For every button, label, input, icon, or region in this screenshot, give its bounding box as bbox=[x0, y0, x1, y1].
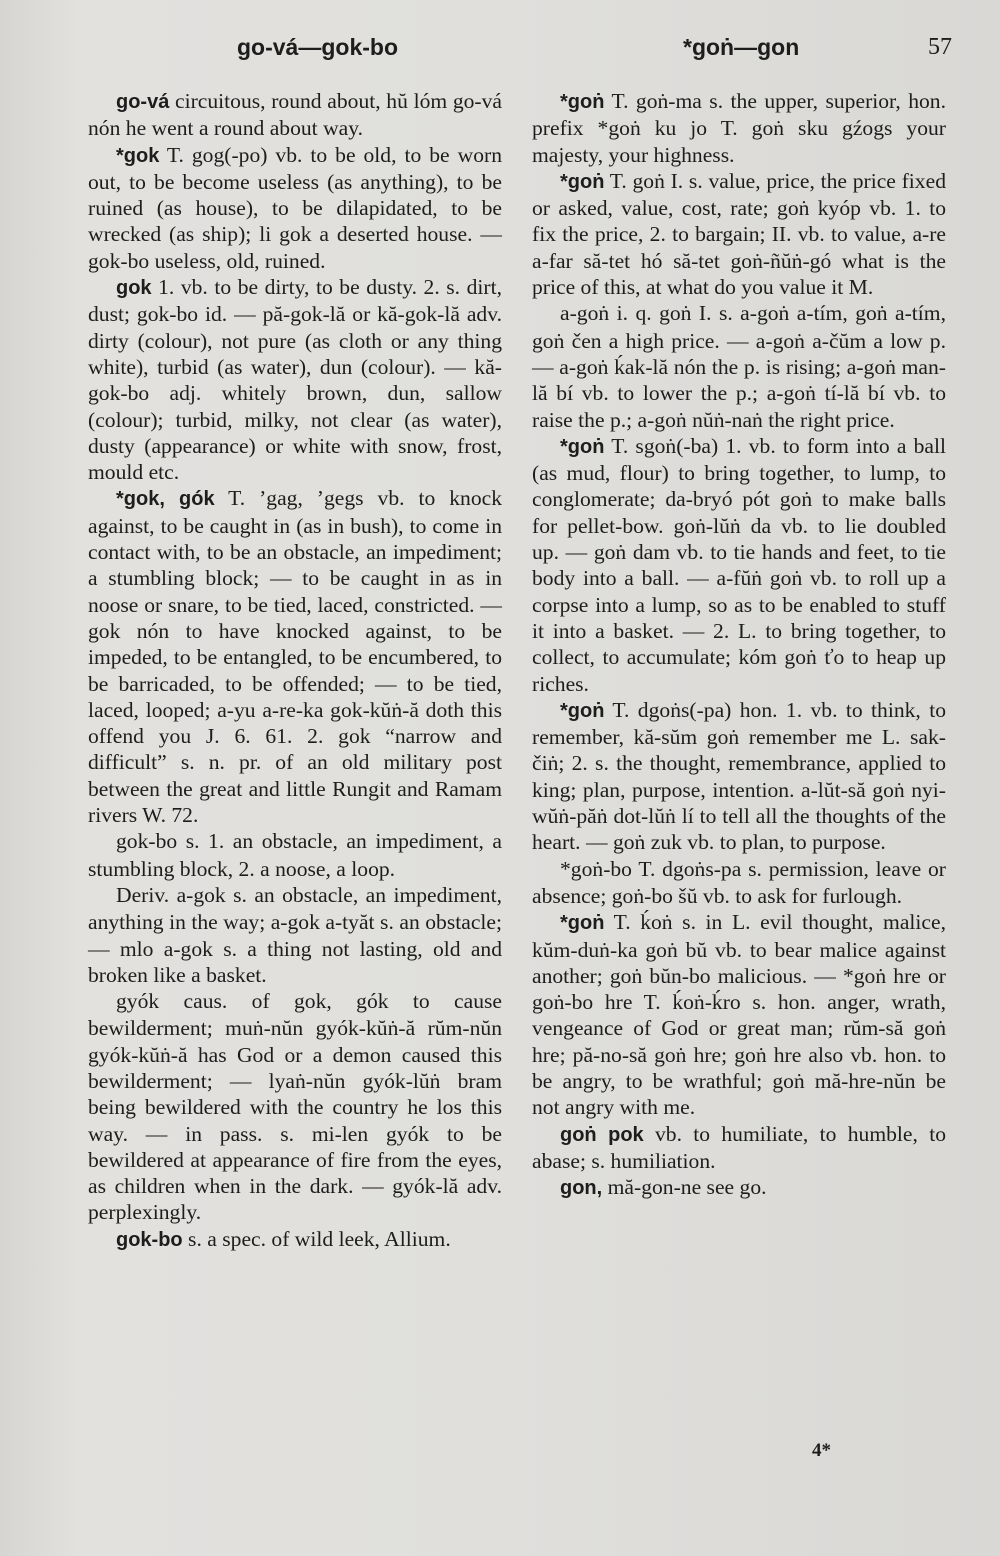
entry-text: T. goṅ-ma s. the upper, superior, hon. prefix *goṅ ku jo T. goṅ sku gźogs your majesty, your highness. bbox=[532, 89, 946, 167]
entry-text: T. gog(-po) vb. to be old, to be worn out, to be become useless (as anything), to be ruined (as house), to be dilapidated, to be wrecked (as ship); li gok a deserted house. — gok-bo useless, old, ruined. bbox=[88, 142, 502, 273]
headword: *goṅ bbox=[560, 91, 605, 113]
headword: goṅ pok bbox=[560, 1123, 644, 1146]
headword: *goṅ bbox=[560, 912, 605, 935]
page-number: 57 bbox=[928, 34, 952, 60]
headword: *goṅ bbox=[560, 699, 605, 722]
entry-text: s. a spec. of wild leek, Allium. bbox=[182, 1226, 451, 1251]
dictionary-entry bbox=[88, 882, 502, 988]
dictionary-entry bbox=[532, 1121, 946, 1175]
entry-text: vb. to humiliate, to humble, to abase; s. humiliation. bbox=[532, 1121, 946, 1173]
dictionary-entry bbox=[532, 168, 946, 300]
dictionary-entry bbox=[88, 485, 502, 828]
entry-text: *goṅ-bo T. dgoṅs-pa s. permission, leave or absence; goṅ-bo šŭ vb. to ask for furlough. bbox=[532, 856, 946, 908]
headword: gok-bo bbox=[116, 1228, 183, 1251]
dictionary-entry bbox=[88, 142, 502, 274]
dictionary-entry bbox=[88, 828, 502, 882]
entry-text: T. ’gag, ’gegs vb. to knock against, to be caught in (as in bush), to come in contact with, to be an obstacle, an impediment; a stumbling block; — to be caught in as in noose or snare, to be tied, laced, constricted. — gok nón to have knocked against, to be impeded, to be entangled, to be encumbered, to be barricaded, to be offended; — to be tied, laced, looped; a-yu a-re-ka gok-kŭṅ-ă doth this offend you J. 6. 61. 2. gok “narrow and difficult” s. n. pr. of an old military post between the great and little Rungit and Ramam rivers W. 72. bbox=[88, 486, 502, 828]
dictionary-entry bbox=[532, 697, 946, 856]
dictionary-entry bbox=[88, 274, 502, 485]
dictionary-entry bbox=[532, 433, 946, 697]
running-head-right: *goṅ—gon bbox=[683, 34, 800, 60]
dictionary-entry bbox=[532, 1174, 946, 1201]
headword: gon, bbox=[560, 1177, 603, 1200]
entry-text: gyók caus. of gok, gók to cause bewilderment; muṅ-nŭn gyók-kŭṅ-ă rŭm-nŭn gyók-kŭṅ-ă has God or a demon caused this bewilderment; — lyaṅ-nŭn gyók-lŭṅ bram being bewildered with the country he los this way. — in pass. s. mi-len gyók to be bewildered at appearance of fire from the eyes, as children when in the dark. — gyók-lă adv. perplexingly. bbox=[88, 989, 502, 1225]
dictionary-entry bbox=[532, 856, 946, 910]
entry-text: mă-gon-ne see go. bbox=[602, 1175, 767, 1200]
right-column bbox=[532, 88, 946, 1201]
entry-text: circuitous, round about, hŭ lóm go-vá nón he went a round about way. bbox=[88, 89, 502, 141]
dictionary-entry bbox=[532, 909, 946, 1120]
running-head-left: go-vá—gok-bo bbox=[237, 34, 398, 60]
headword: *goṅ bbox=[560, 435, 605, 458]
dictionary-entry bbox=[88, 88, 502, 142]
entry-text: gok-bo s. 1. an obstacle, an impediment, a stumbling block, 2. a noose, a loop. bbox=[88, 829, 502, 881]
entry-text: Deriv. a-gok s. an obstacle, an impediment, anything in the way; a-gok a-tyăt s. an obstacle; — mlo a-gok s. a thing not lasting, old and broken like a basket. bbox=[88, 882, 502, 987]
headword: *gok bbox=[116, 144, 160, 167]
entry-text: 1. vb. to be dirty, to be dusty. 2. s. dirt, dust; gok-bo id. — pă-gok-lă or kă-gok-lă adv. dirty (colour), not pure (as cloth or any thing white), turbid (as water), dun (colour). — kă-gok-bo adj. whitely brown, dun, sallow (colour); turbid, milky, not clear (as water), dusty (appearance) or white with snow, frost, mould etc. bbox=[88, 275, 502, 485]
entry-text: T. goṅ I. s. value, price, the price fixed or asked, value, cost, rate; goṅ kyóp vb. 1. to fix the price, 2. to bargain; II. vb. to value, a-re a-far să-tet hó să-tet goṅ-ñŭṅ-gó what is the price of this, at what do you value it M. bbox=[532, 168, 946, 300]
headword: go-vá bbox=[116, 91, 170, 113]
entry-text: a-goṅ i. q. goṅ I. s. a-goṅ a-tím, goṅ a-tím, goṅ čen a high price. — a-goṅ a-čŭm a low p. — a-goṅ ḱak-lă nón the p. is rising; a-goṅ man-lă bí vb. to lower the p.; a-goṅ tí-lă bí vb. to raise the p.; a-goṅ nŭṅ-naṅ the right price. bbox=[532, 301, 946, 432]
headword: *goṅ bbox=[560, 170, 605, 193]
entry-text: T. ḱoṅ s. in L. evil thought, malice, kŭm-duṅ-ka goṅ bŭ vb. to bear malice against another; goṅ bŭn-bo malicious. — *goṅ hre or goṅ-bo hre T. ḱoṅ-ḱro s. hon. anger, wrath, vengeance of God or great man; rŭm-să goṅ hre; pă-no-să goṅ hre; goṅ hre also vb. hon. to be angry, to be wrathful; goṅ mă-hre-nŭn be not angry with me. bbox=[532, 910, 946, 1120]
dictionary-entry bbox=[532, 300, 946, 432]
signature-mark: 4* bbox=[812, 1440, 831, 1461]
entry-text: T. dgoṅs(-pa) hon. 1. vb. to think, to remember, kă-sŭm goṅ remember me L. sak-čiṅ; 2. s. the thought, remembrance, applied to king; plan, purpose, intention. a-lŭt-să goṅ nyi-wŭṅ-păṅ dot-lŭṅ lí to tell all the thoughts of the heart. — goṅ zuk vb. to plan, to purpose. bbox=[532, 697, 946, 855]
headword: gok bbox=[116, 277, 152, 300]
dictionary-entry bbox=[88, 988, 502, 1226]
dictionary-entry bbox=[88, 1226, 502, 1253]
left-column bbox=[88, 88, 502, 1253]
dictionary-entry bbox=[532, 88, 946, 168]
headword: *gok, gók bbox=[116, 488, 215, 511]
entry-text: T. sgoṅ(-ba) 1. vb. to form into a ball (as mud, flour) to bring together, to lump, to conglomerate; da-bryó pót goṅ to make balls for pellet-bow. goṅ-lŭṅ da vb. to lie doubled up. — goṅ dam vb. to tie hands and feet, to tie body into a ball. — a-fŭṅ goṅ vb. to roll up a corpse into a lump, so as to be enabled to stuff it into a basket. — 2. L. to bring together, to collect, to accumulate; kóm goṅ ťo to heap up riches. bbox=[532, 433, 946, 696]
